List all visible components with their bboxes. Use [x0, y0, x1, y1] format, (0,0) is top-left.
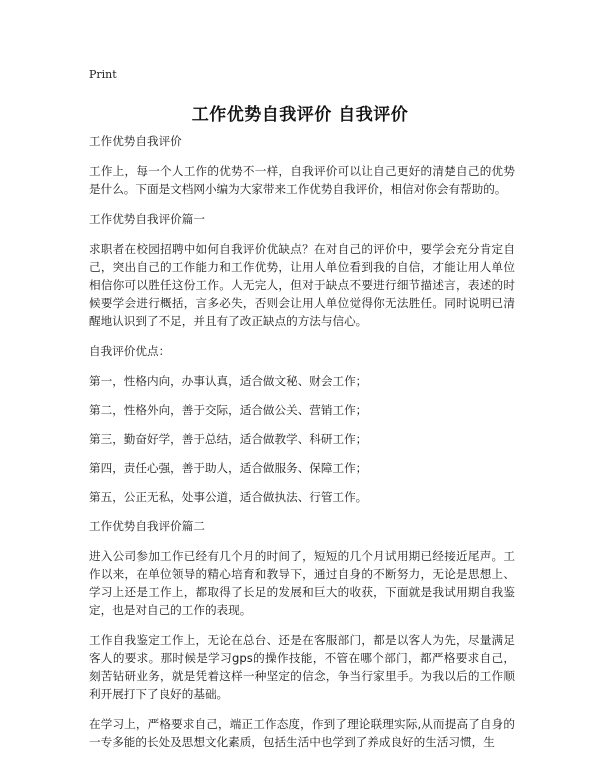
intro-paragraph: 工作上，每一个人工作的优势不一样，自我评价可以让自己更好的清楚自己的优势是什么。下面是文档网小编为大家带来工作优势自我评价，相信对你会有帮助的。 [89, 164, 515, 196]
merit-item: 第二，性格外向，善于交际，适合做公关、营销工作； [89, 403, 368, 417]
article-2-paragraph: 在学习上，严格要求自己，端正工作态度，作到了理论联理实际,从而提高了自身的一专多能的长处及思想文化素质，包括生活中也学到了养成良好的生活习惯，生 [89, 717, 515, 749]
print-label: Print [89, 68, 117, 81]
merit-item: 第三，勤奋好学，善于总结，适合做教学、科研工作； [89, 432, 368, 446]
document-body [89, 132, 515, 763]
article-2-paragraph: 进入公司参加工作已经有几个月的时间了，短短的几个月试用期已经接近尾声。工作以来，在单位领导的精心培育和教导下，通过自身的不断努力，无论是思想上、学习上还是工作上，都取得了长足的发展和巨大的收获，下面就是我试用期自我鉴定，也是对自己的工作的表现。 [89, 549, 515, 617]
article-2-heading: 工作优势自我评价篇二 [89, 519, 205, 533]
merit-item: 第四，责任心强，善于助人，适合做服务、保障工作； [89, 461, 368, 475]
article-1-heading: 工作优势自我评价篇一 [89, 212, 205, 226]
merit-item: 第一，性格内向，办事认真，适合做文秘、财会工作； [89, 374, 368, 388]
section-heading: 工作优势自我评价 [89, 134, 182, 148]
article-2-paragraph: 工作自我鉴定工作上，无论在总台、还是在客服部门，都是以客人为先，尽量满足客人的要求。那时候是学习gps的操作技能，不管在哪个部门，都严格要求自己，刻苦钻研业务，就是凭着这样一种坚定的信念，争当行家里手。为我以后的工作顺利开展打下了良好的基础。 [89, 633, 515, 701]
merits-heading: 自我评价优点： [89, 344, 171, 358]
merit-item: 第五，公正无私，处事公道，适合做执法、行管工作。 [89, 490, 368, 504]
page-title: 工作优势自我评价 自我评价 [191, 105, 409, 125]
article-1-body: 求职者在校园招聘中如何自我评价优缺点？在对自己的评价中，要学会充分肯定自己，突出自己的工作能力和工作优势，让用人单位看到我的自信，才能让用人单位相信你可以胜任这份工作。人无完人，但对于缺点不要进行细节描述言，表述的时候要学会进行概括，言多必失，否则会让用人单位觉得你无法胜任。同时说明已清醒地认识到了不足，并且有了改正缺点的方法与信心。 [89, 242, 515, 328]
